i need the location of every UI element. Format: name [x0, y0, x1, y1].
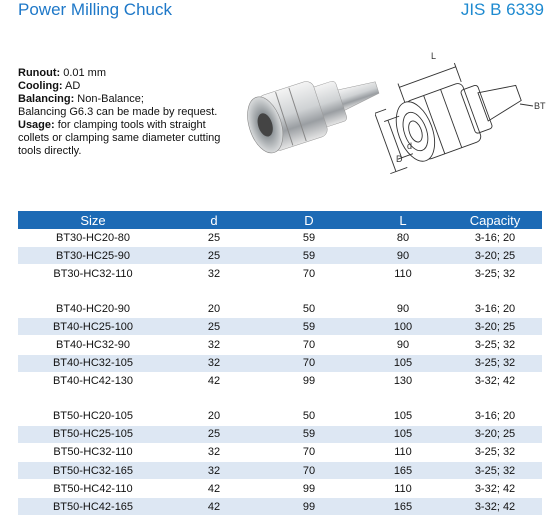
cooling-label: Cooling: [18, 80, 63, 92]
balancing-value: Non-Balance; [74, 93, 144, 105]
table-row [18, 425, 542, 443]
balancing-note: Balancing G6.3 can be made by request. [18, 106, 218, 118]
spec-cooling [18, 80, 223, 93]
cell-length: 110 [358, 480, 448, 498]
cell-length: 100 [358, 318, 448, 336]
table-row [18, 300, 542, 318]
table-row [18, 462, 542, 480]
cell-capacity: 3-32; 42 [448, 480, 542, 498]
standard-label: JIS B 6339 [460, 0, 544, 19]
group-spacer [18, 390, 542, 408]
cell-length: 105 [358, 425, 448, 443]
drawing-label-l: L [431, 51, 437, 61]
cell-size: BT40-HC42-130 [18, 372, 168, 390]
cell-capacity: 3-25; 32 [448, 443, 542, 461]
cell-length: 90 [358, 247, 448, 265]
cell-length: 90 [358, 300, 448, 318]
table-row [18, 443, 542, 461]
header-length: L [358, 211, 448, 229]
cell-size: BT50-HC42-165 [18, 498, 168, 516]
runout-label: Runout: [18, 67, 61, 79]
cell-d-large: 70 [260, 354, 358, 372]
page-title: Power Milling Chuck [18, 0, 172, 19]
cell-d-small: 32 [168, 265, 260, 283]
table-body [18, 229, 542, 516]
table-row [18, 247, 542, 265]
table-row [18, 229, 542, 247]
cell-length: 90 [358, 336, 448, 354]
spec-usage [18, 119, 223, 158]
cell-d-large: 50 [260, 300, 358, 318]
cell-d-small: 25 [168, 229, 260, 247]
cell-size: BT40-HC32-90 [18, 336, 168, 354]
table-row [18, 498, 542, 516]
cell-d-large: 99 [260, 372, 358, 390]
header-size: Size [18, 211, 168, 229]
cell-size: BT50-HC32-165 [18, 462, 168, 480]
cell-length: 105 [358, 354, 448, 372]
cell-d-large: 70 [260, 443, 358, 461]
cell-capacity: 3-32; 42 [448, 498, 542, 516]
cell-size: BT50-HC32-110 [18, 443, 168, 461]
spec-table [18, 211, 542, 516]
spec-balancing [18, 93, 223, 106]
cell-d-large: 70 [260, 265, 358, 283]
cell-length: 105 [358, 408, 448, 426]
group-spacer [18, 283, 542, 301]
cell-size: BT30-HC32-110 [18, 265, 168, 283]
cell-d-large: 99 [260, 480, 358, 498]
table-row [18, 265, 542, 283]
header-d-large: D [260, 211, 358, 229]
spec-list [18, 67, 223, 158]
drawing-label-d-lower: d [407, 141, 413, 151]
cell-size: BT40-HC32-105 [18, 354, 168, 372]
chuck-photo [233, 56, 383, 166]
cell-d-small: 32 [168, 462, 260, 480]
cell-d-large: 70 [260, 462, 358, 480]
cell-capacity: 3-32; 42 [448, 372, 542, 390]
table-row [18, 354, 542, 372]
spacer-cell [18, 283, 542, 301]
header-d-small: d [168, 211, 260, 229]
cell-d-small: 25 [168, 318, 260, 336]
table-header-row [18, 211, 542, 229]
cell-d-small: 32 [168, 443, 260, 461]
cell-size: BT50-HC25-105 [18, 425, 168, 443]
cell-size: BT30-HC25-90 [18, 247, 168, 265]
usage-label: Usage: [18, 119, 55, 131]
cell-d-small: 20 [168, 300, 260, 318]
cell-d-large: 50 [260, 408, 358, 426]
cell-d-small: 32 [168, 354, 260, 372]
cell-d-large: 59 [260, 229, 358, 247]
cell-d-small: 20 [168, 408, 260, 426]
cooling-value: AD [62, 80, 81, 92]
spacer-cell [18, 390, 542, 408]
cell-capacity: 3-20; 25 [448, 425, 542, 443]
cell-capacity: 3-20; 25 [448, 318, 542, 336]
cell-size: BT40-HC25-100 [18, 318, 168, 336]
cell-d-small: 42 [168, 498, 260, 516]
table-row [18, 408, 542, 426]
cell-d-large: 59 [260, 247, 358, 265]
chuck-drawing [375, 40, 557, 195]
cell-d-small: 42 [168, 480, 260, 498]
cell-d-large: 70 [260, 336, 358, 354]
cell-length: 110 [358, 443, 448, 461]
table-row [18, 372, 542, 390]
drawing-label-bt: BT [534, 101, 546, 111]
usage-value: for clamping tools with straight collets or clamping same diameter cutting tools directly. [18, 119, 221, 157]
cell-d-small: 32 [168, 336, 260, 354]
cell-capacity: 3-25; 32 [448, 336, 542, 354]
spec-runout [18, 67, 223, 80]
cell-capacity: 3-20; 25 [448, 247, 542, 265]
cell-size: BT50-HC42-110 [18, 480, 168, 498]
table-row [18, 480, 542, 498]
cell-d-small: 25 [168, 425, 260, 443]
cell-d-small: 25 [168, 247, 260, 265]
cell-length: 165 [358, 462, 448, 480]
cell-capacity: 3-16; 20 [448, 408, 542, 426]
cell-size: BT50-HC20-105 [18, 408, 168, 426]
cell-d-large: 59 [260, 318, 358, 336]
cell-size: BT40-HC20-90 [18, 300, 168, 318]
cell-d-large: 99 [260, 498, 358, 516]
cell-d-large: 59 [260, 425, 358, 443]
cell-capacity: 3-16; 20 [448, 229, 542, 247]
cell-length: 80 [358, 229, 448, 247]
cell-d-small: 42 [168, 372, 260, 390]
cell-size: BT30-HC20-80 [18, 229, 168, 247]
table-row [18, 336, 542, 354]
drawing-label-d-upper: D [396, 154, 403, 164]
cell-length: 165 [358, 498, 448, 516]
cell-capacity: 3-25; 32 [448, 265, 542, 283]
runout-value: 0.01 mm [60, 67, 107, 79]
cell-length: 110 [358, 265, 448, 283]
cell-capacity: 3-16; 20 [448, 300, 542, 318]
header-capacity: Capacity [448, 211, 542, 229]
table-row [18, 318, 542, 336]
cell-capacity: 3-25; 32 [448, 462, 542, 480]
cell-length: 130 [358, 372, 448, 390]
cell-capacity: 3-25; 32 [448, 354, 542, 372]
balancing-label: Balancing: [18, 93, 75, 105]
